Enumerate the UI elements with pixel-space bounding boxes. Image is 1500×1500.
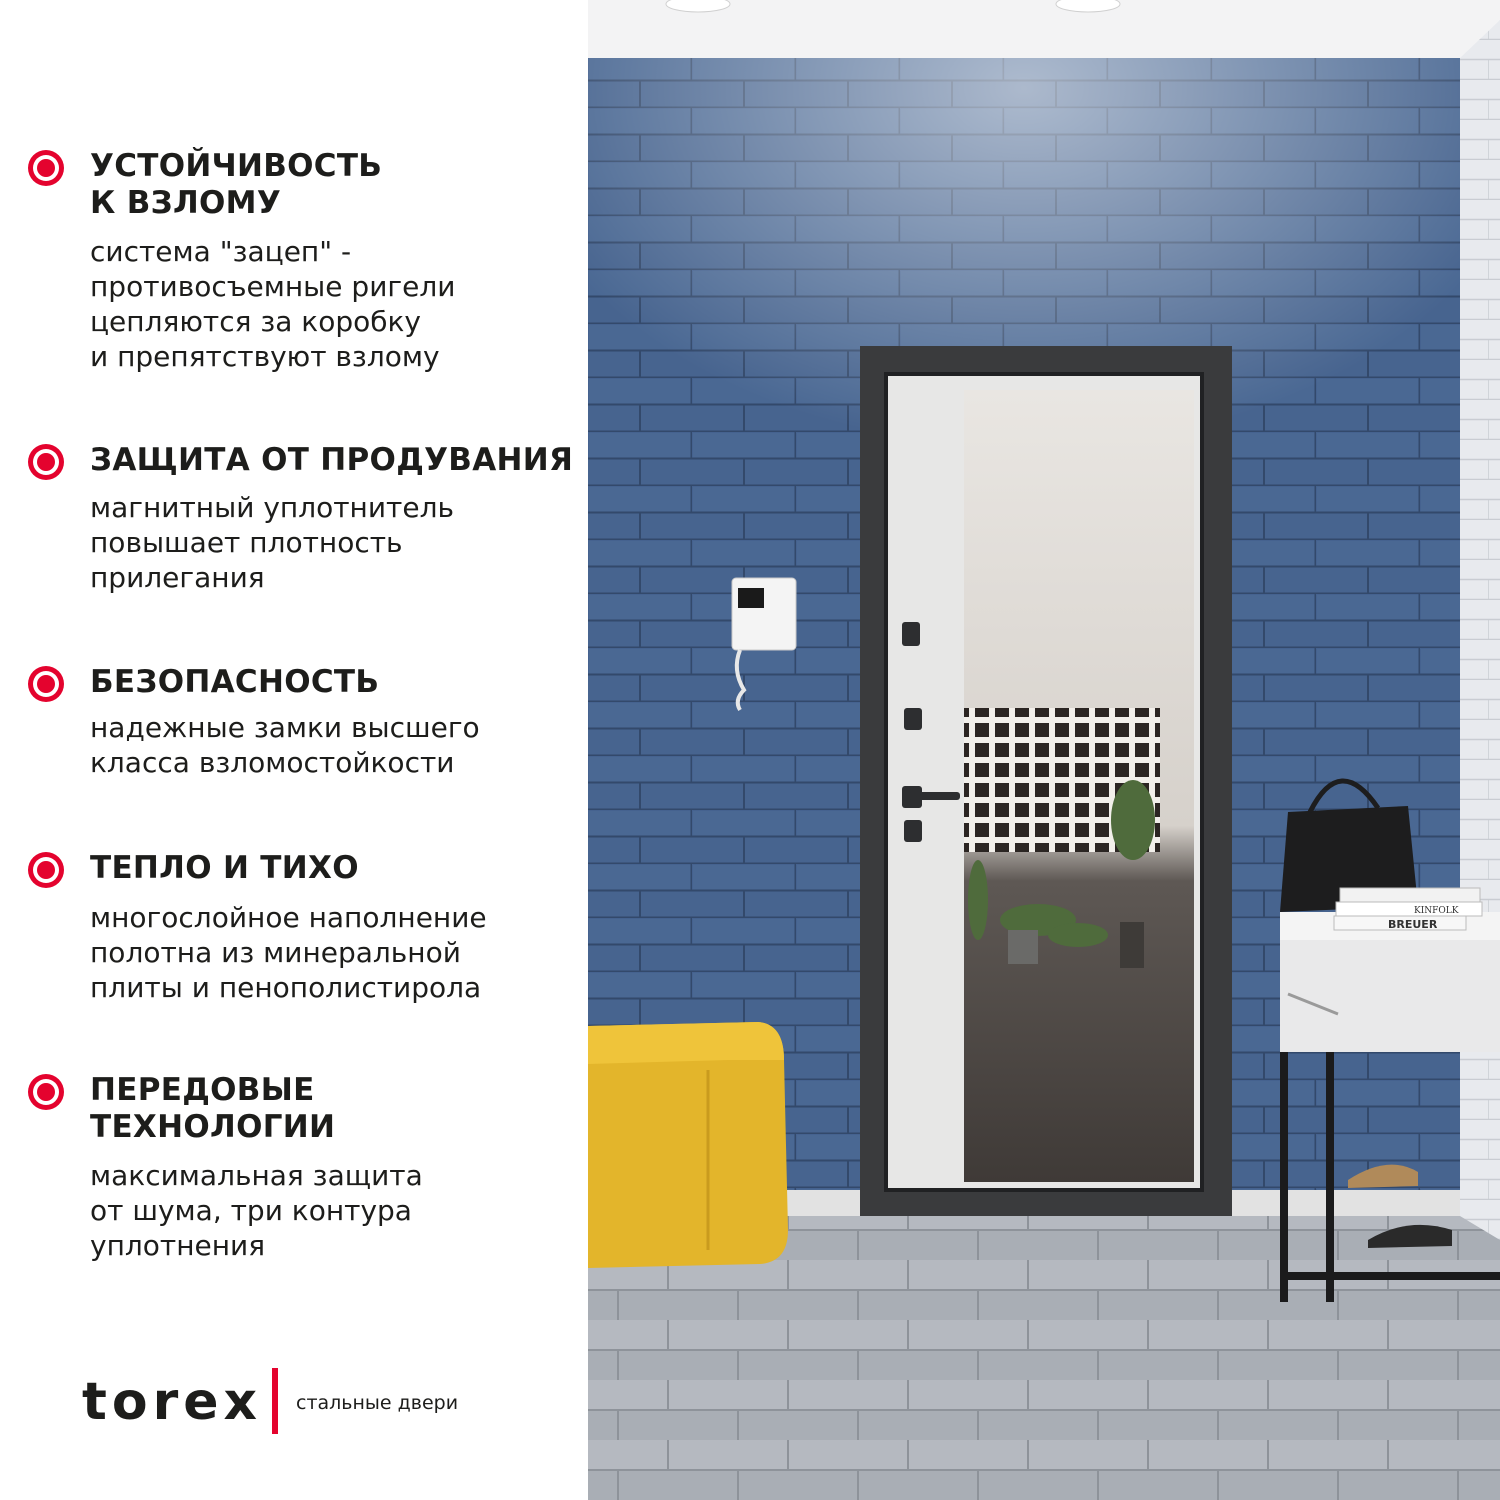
feature-text-line: максимальная защита [90,1159,423,1192]
red-ring-bullet-icon [28,444,64,480]
red-ring-bullet-icon [28,150,64,186]
logo-divider [272,1368,278,1434]
lock-cylinder-icon [902,622,920,646]
red-ring-bullet-icon [28,852,64,888]
ceiling-light [1056,0,1120,12]
door-handle-icon [908,792,960,800]
feature-text [90,234,455,374]
hallway-photo [588,0,1500,1500]
feature-text-line: класса взломостойкости [90,746,455,779]
white-brick-wall [1460,20,1500,1300]
book-label: BREUER [1388,918,1438,931]
feature-title [90,1072,335,1146]
feature-title [90,442,573,479]
feature-title-line: ЗАЩИТА ОТ ПРОДУВАНИЯ [90,442,574,478]
feature-title-line: БЕЗОПАСНОСТЬ [90,664,380,700]
feature-title [90,148,382,222]
feature-text-line: плиты и пенополистирола [90,971,482,1004]
feature-text-line: система "зацеп" - [90,235,352,268]
feature-text-line: полотна из минеральной [90,936,461,969]
ceiling-light [666,0,730,12]
lower-lock-icon [904,820,922,842]
feature-text-line: и препятствуют взлому [90,340,440,373]
red-ring-bullet-icon [28,666,64,702]
feature-title-line: УСТОЙЧИВОСТЬ [90,148,383,184]
feature-text-line: противосъемные ригели [90,270,456,303]
feature-text-line: многослойное наполнение [90,901,487,934]
logo-wordmark: torex [82,1372,263,1432]
logo-tagline: стальные двери [296,1392,459,1414]
feature-text-line: магнитный уплотнитель [90,491,454,524]
feature-title-line: ПЕРЕДОВЫЕ [90,1072,315,1108]
hallway-illustration [588,0,1500,1500]
thumb-turn-icon [904,708,922,730]
feature-title [90,664,379,701]
book-label: KINFOLK [1414,906,1459,916]
feature-text-line: прилегания [90,561,265,594]
feature-text-line: надежные замки высшего [90,711,480,744]
red-ring-bullet-icon [28,1074,64,1110]
feature-title-line: ТЕХНОЛОГИИ [90,1109,336,1145]
feature-text [90,490,454,595]
feature-title-line: ТЕПЛО И ТИХО [90,850,359,886]
feature-text [90,900,487,1005]
book [1336,902,1482,916]
book [1340,888,1480,902]
feature-text-line: повышает плотность [90,526,403,559]
feature-title-line: К ВЗЛОМУ [90,185,282,221]
feature-text [90,710,480,780]
feature-text-line: уплотнения [90,1229,266,1262]
feature-title [90,850,359,887]
feature-text [90,1158,423,1263]
feature-text-line: цепляются за коробку [90,305,421,338]
features-panel [0,0,588,1500]
feature-text-line: от шума, три контура [90,1194,412,1227]
